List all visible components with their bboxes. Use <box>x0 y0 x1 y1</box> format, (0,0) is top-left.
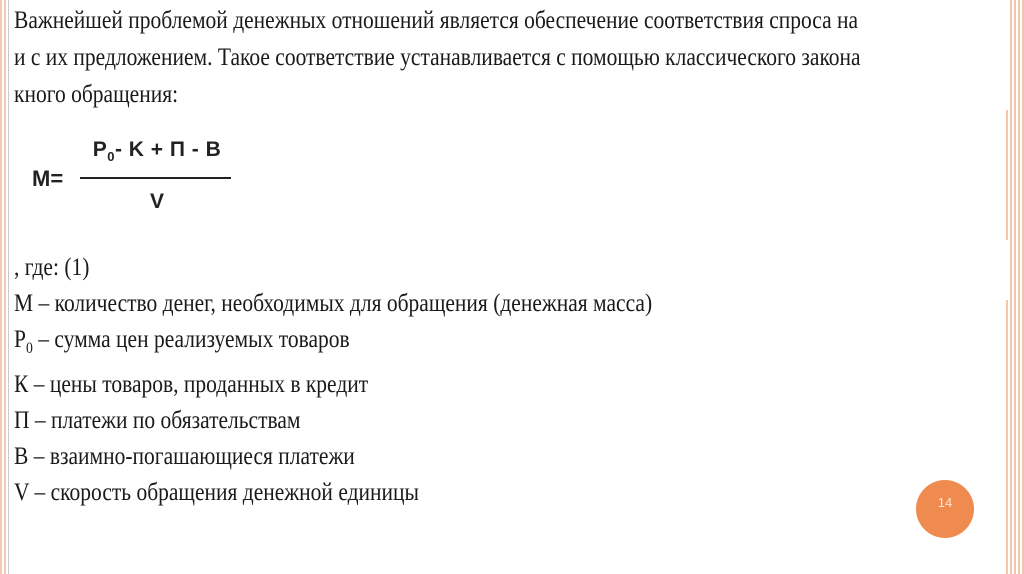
formula-numerator <box>82 138 232 164</box>
formula-lhs: M= <box>32 166 64 191</box>
border-gap <box>1000 240 1008 300</box>
fraction-bar <box>80 177 231 179</box>
intro-paragraph <box>14 2 865 113</box>
intro-line: Важнейшей проблемой денежных отношений является обеспечение соответствия спроса на <box>14 7 859 34</box>
intro-line: и с их предложением. Такое соответствие устанавливается с помощью классического закона <box>14 44 861 71</box>
definitions-list <box>14 250 652 511</box>
definition-pi: П – платежи по обязательствам <box>14 407 301 434</box>
formula-denominator: V <box>149 190 164 213</box>
where-label: , где: (1) <box>14 254 90 281</box>
intro-line: кного обращения: <box>14 81 179 108</box>
p-symbol: P <box>14 326 26 353</box>
money-supply-formula <box>32 138 292 228</box>
page-number-badge: 14 <box>916 480 974 538</box>
definition-m: M – количество денег, необходимых для обращения (денежная масса) <box>14 290 653 317</box>
border-gap <box>1000 0 1008 110</box>
definition-b: В – взаимно-погашающиеся платежи <box>14 443 355 470</box>
right-decorative-border <box>1006 0 1024 574</box>
p-text: – сумма цен реализуемых товаров <box>32 326 350 353</box>
left-decorative-border <box>0 0 8 574</box>
numerator-subscript: 0 <box>107 149 115 165</box>
definition-v: V – скорость обращения денежной единицы <box>14 479 419 506</box>
definition-p0 <box>14 322 652 367</box>
numerator-p: P <box>92 138 108 161</box>
definition-k: К – цены товаров, проданных в кредит <box>14 371 369 398</box>
numerator-rest: - K + П - B <box>114 138 222 161</box>
p-subscript: 0 <box>25 340 33 357</box>
